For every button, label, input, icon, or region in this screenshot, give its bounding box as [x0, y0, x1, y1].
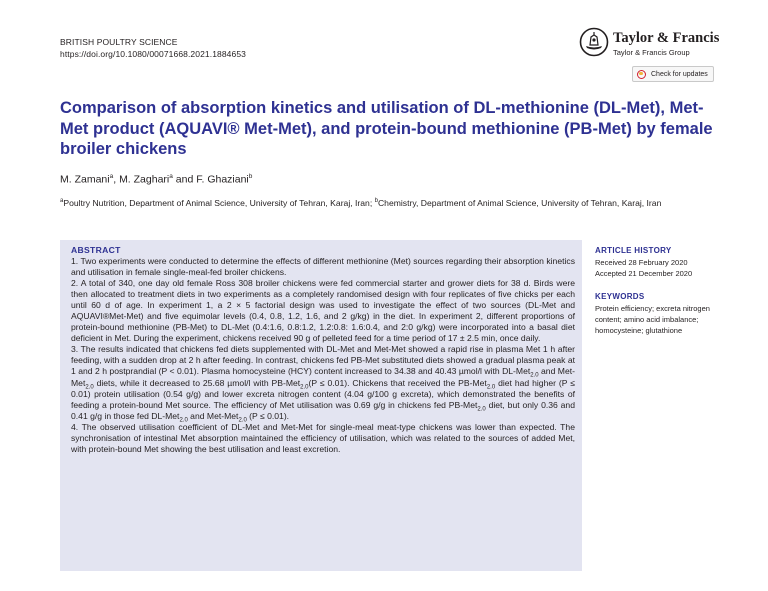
author-affiliation-mark: b	[248, 173, 253, 180]
publisher-name: Taylor & Francis	[613, 30, 720, 46]
author-affiliation-mark: a	[109, 173, 114, 180]
keywords	[595, 292, 725, 336]
article-history-heading: ARTICLE HISTORY	[595, 246, 672, 255]
author-separator: ,	[113, 173, 120, 186]
author-list	[60, 173, 252, 186]
affiliation-mark: b	[374, 198, 378, 204]
received-date: Received 28 February 2020	[595, 258, 688, 267]
taylor-francis-logo-icon	[579, 27, 609, 57]
abstract-paragraph: 4. The observed utilisation coefficient of DL-Met and Met-Met for single-meal meat-type chickens was lower than expected. The synchronisation of intestinal Met absorption maintained the efficiency of utilisation, which was related to the sources of added Met, with protein-bound Met showing the best utilisation and least excretion.	[71, 421, 575, 454]
article-history	[595, 246, 725, 279]
author-affiliation-mark: a	[169, 173, 173, 180]
abstract-paragraph: 2. A total of 340, one day old female Ross 308 broiler chickens were fed commercial starter and grower diets for 38 d. Birds were then allocated to treatment diets in two experiments as a completely randomised design with four replicates of five chicks per each until 60 d of age. In experiment 1, a 2 × 5 factorial design was used to investigate the effect of two sources (DL-Met and AQUAVI®Met-Met) and five equimolar levels (0.4, 0.8, 1.2, 1.6, and 2 g/kg) in the diet. In experiment 2, different proportions of protein-bound methionine (PB-Met) to DL-Met (0.4:1.6, 0.8:1.2, 1.2:0.8: 1.6:0.4, and 2:0 g/kg) were incorporated into a basal diet deficient in Met. During the experiment, chickens received 90 g of pelleted feed for a time period of 17 ± 2.5 min, once daily.	[71, 278, 575, 344]
affiliation-text: Chemistry, Department of Animal Science, University of Tehran, Karaj, Iran	[377, 197, 662, 208]
check-for-updates-label: Check for updates	[651, 70, 708, 78]
publisher-block	[613, 30, 719, 57]
author-separator: and	[172, 173, 197, 186]
accepted-date: Accepted 21 December 2020	[595, 269, 693, 278]
affiliation-mark: a	[60, 198, 64, 204]
affiliations	[60, 195, 720, 209]
check-for-updates-button[interactable]	[632, 66, 714, 82]
publisher-group: Taylor & Francis Group	[613, 48, 690, 57]
abstract-box	[60, 240, 582, 571]
author-name[interactable]: M. Zamani	[60, 173, 110, 186]
keywords-heading: KEYWORDS	[595, 292, 645, 301]
abstract-paragraph-results: 3. The results indicated that chickens fed diets supplemented with DL-Met and Met-Met showed a rapid rise in plasma Met 1 h after feeding, with a sudden drop at 2 h after feeding. In contrast, chickens fed PB-Met substituted diets showed a gradual plasma peak at 1 and 2 h postprandial (P < 0.01). Plasma homocysteine (HCY) content increased to 34.38 and 40.43 µmol/l with DL-Met$_{2.0}$ and Met-Met$_{2.0}$ diets, while it decreased to 25.68 µmol/l with PB-Met$_{2.0}$(P ≤ 0.01). Chickens that received the PB-Met$_{2.0}$ diet had higher (P ≤ 0.01) protein utilisation (0.54 g/g) and lower excreta nitrogen content (4.04 g/100 g excreta), which demonstrated the benefits of feeding a protein-bound Met source. The efficiency of Met utilisation was 0.69 g/g in chickens fed PB-Met$_{2.0}$ diet, but only 0.36 and 0.41 g/g in those fed DL-Met$_{2.0}$ and Met-Met$_{2.0}$ (P ≤ 0.01).	[71, 344, 575, 424]
author-name[interactable]: M. Zaghari	[119, 173, 170, 186]
abstract-paragraph: 1. Two experiments were conducted to determine the effects of different methionine (Met) sources regarding their absorption kinetics and utilisation in female single-meal-fed broiler chickens.	[71, 256, 575, 278]
article-title: Comparison of absorption kinetics and utilisation of DL-methionine (DL-Met), Met-Met product (AQUAVI® Met-Met), and protein-bound methionine (PB-Met) by female broiler chickens	[60, 99, 713, 158]
affiliation-text: Poultry Nutrition, Department of Animal Science, University of Tehran, Karaj, Iran;	[63, 197, 375, 208]
keywords-text: Protein efficiency; excreta nitrogen content; amino acid imbalance; homocysteine; glutathione	[595, 304, 710, 335]
journal-doi[interactable]: https://doi.org/10.1080/00071668.2021.1884653	[60, 49, 246, 59]
author-name[interactable]: F. Ghaziani	[196, 173, 249, 186]
journal-name: BRITISH POULTRY SCIENCE	[60, 37, 178, 47]
abstract-heading: ABSTRACT	[71, 245, 121, 255]
journal-header	[60, 36, 246, 60]
crossmark-icon	[637, 70, 646, 79]
